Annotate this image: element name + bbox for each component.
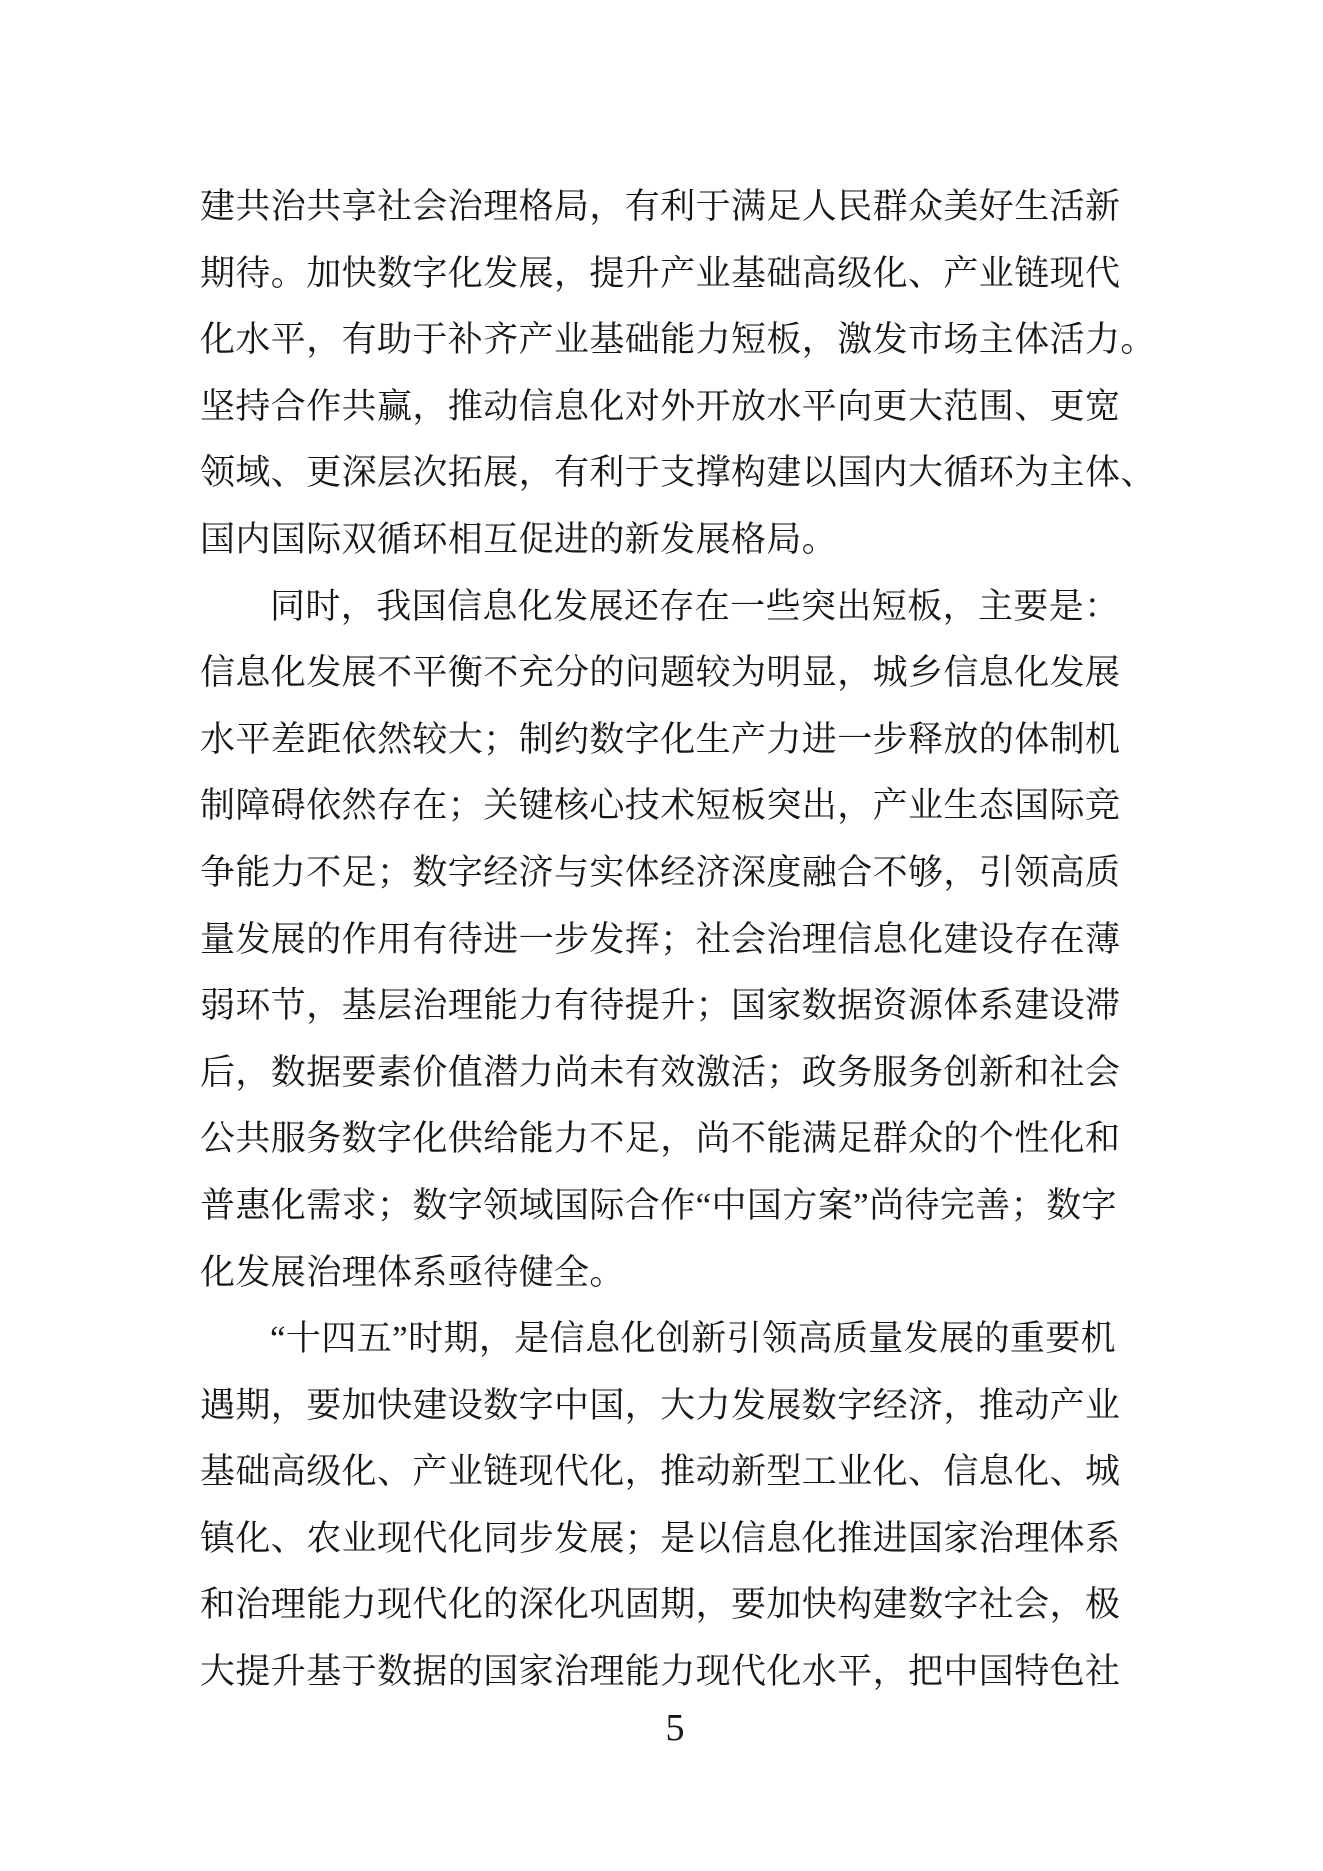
text-line: 普惠化需求；数字领域国际合作“中国方案”尚待完善；数字 bbox=[200, 1185, 1117, 1225]
text-line: 领域、更深层次拓展，有利于支撑构建以国内大循环为主体、 bbox=[200, 453, 1156, 493]
text-line: “十四五”时期，是信息化创新引领高质量发展的重要机 bbox=[270, 1319, 1117, 1359]
text-line: 国内国际双循环相互促进的新发展格局。 bbox=[200, 519, 838, 559]
text-line: 坚持合作共赢，推动信息化对外开放水平向更大范围、更宽 bbox=[200, 386, 1121, 426]
text-line: 后，数据要素价值潜力尚未有效激活；政务服务创新和社会 bbox=[200, 1052, 1121, 1092]
text-line: 量发展的作用有待进一步发挥；社会治理信息化建设存在薄 bbox=[200, 919, 1121, 959]
page-number: 5 bbox=[665, 1707, 685, 1749]
text-line: 期待。加快数字化发展，提升产业基础高级化、产业链现代 bbox=[200, 253, 1121, 293]
text-line: 弱环节，基层治理能力有待提升；国家数据资源体系建设滞 bbox=[200, 986, 1121, 1026]
text-line: 遇期，要加快建设数字中国，大力发展数字经济，推动产业 bbox=[200, 1385, 1121, 1425]
text-line: 镇化、农业现代化同步发展；是以信息化推进国家治理体系 bbox=[200, 1518, 1121, 1558]
paragraph bbox=[200, 174, 1156, 574]
text-line: 基础高级化、产业链现代化，推动新型工业化、信息化、城 bbox=[200, 1452, 1121, 1492]
text-line: 公共服务数字化供给能力不足，尚不能满足群众的个性化和 bbox=[200, 1119, 1121, 1159]
paragraph bbox=[200, 574, 1150, 1307]
text-line: 同时，我国信息化发展还存在一些突出短板，主要是： bbox=[270, 586, 1120, 626]
text-line: 建共治共享社会治理格局，有利于满足人民群众美好生活新 bbox=[200, 187, 1121, 226]
text-line: 和治理能力现代化的深化巩固期，要加快构建数字社会，极 bbox=[200, 1585, 1121, 1625]
text-line: 水平差距依然较大；制约数字化生产力进一步释放的体制机 bbox=[200, 719, 1121, 759]
text-line: 化发展治理体系亟待健全。 bbox=[200, 1252, 625, 1292]
text-line: 争能力不足；数字经济与实体经济深度融合不够，引领高质 bbox=[200, 852, 1121, 892]
text-line: 化水平，有助于补齐产业基础能力短板，激发市场主体活力。 bbox=[200, 320, 1156, 360]
text-line: 制障碍依然存在；关键核心技术短板突出，产业生态国际竞 bbox=[200, 786, 1121, 826]
text-line: 大提升基于数据的国家治理能力现代化水平，把中国特色社 bbox=[200, 1652, 1121, 1692]
text-line: 信息化发展不平衡不充分的问题较为明显，城乡信息化发展 bbox=[200, 653, 1121, 693]
paragraph bbox=[200, 1306, 1150, 1706]
document-body bbox=[200, 174, 1156, 1706]
